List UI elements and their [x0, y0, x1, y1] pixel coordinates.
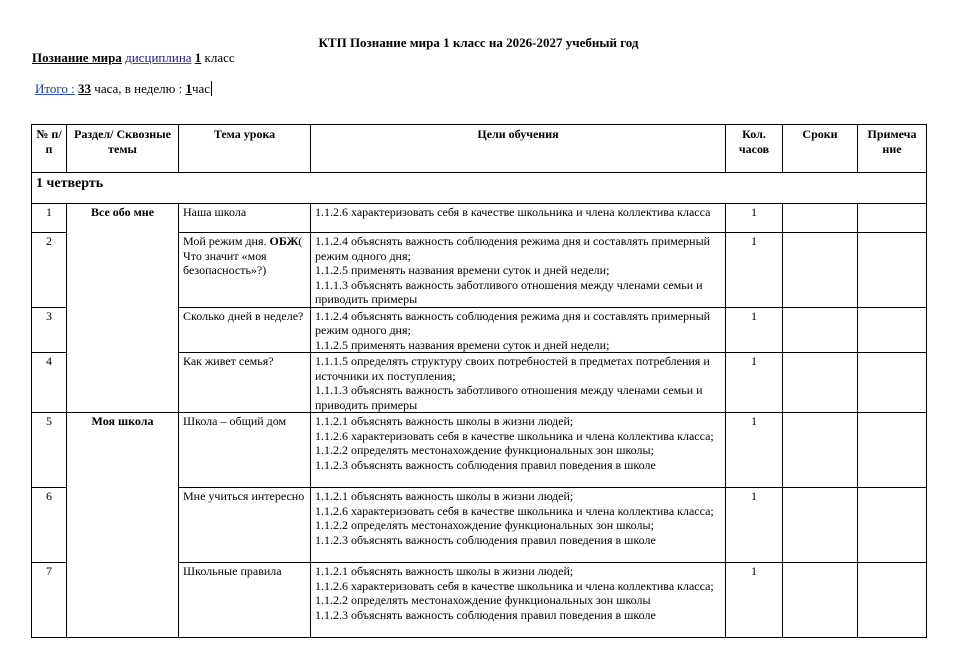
goal-line: 1.1.2.2 определять местонахождение функциональных зон школы;: [315, 443, 654, 457]
quarter-row: [32, 173, 927, 204]
goal-line: 1.1.2.1 объяснять важность школы в жизни людей;: [315, 489, 574, 503]
header-topic: Тема урока: [179, 125, 311, 173]
row-num: 1: [32, 204, 67, 233]
quarter-label: 1 четверть: [32, 173, 927, 204]
row-num: 7: [32, 563, 67, 638]
notes-cell[interactable]: [858, 413, 927, 488]
goal-line: 1.1.2.3 объяснять важность соблюдения правил поведения в школе: [315, 607, 656, 622]
header-num: № п/п: [32, 125, 67, 173]
discipline-line: [32, 50, 235, 66]
goal-line: 1.1.2.6 характеризовать себя в качестве школьника и члена коллектива класса;: [315, 428, 714, 443]
row-num: 6: [32, 488, 67, 563]
topic-part: Мой режим дня.: [183, 234, 267, 248]
dates-cell[interactable]: [783, 563, 858, 638]
class-word: класс: [204, 50, 235, 65]
dates-cell[interactable]: [783, 233, 858, 308]
text-cursor: [211, 81, 212, 96]
discipline-word: дисциплина: [125, 50, 192, 65]
topic-cell: Сколько дней в неделе?: [179, 307, 311, 353]
hours-cell: 1: [726, 488, 783, 563]
goal-line: 1.1.1.3 объяснять важность заботливого отношения между членами семьи и приводить примеры: [315, 383, 703, 412]
subject-name: Познание мира: [32, 50, 122, 65]
header-section: Раздел/ Сквозные темы: [67, 125, 179, 173]
grade-number: 1: [194, 50, 202, 65]
goals-cell: [311, 353, 726, 413]
header-notes: Примеча ние: [858, 125, 927, 173]
goal-line: 1.1.2.2 определять местонахождение функциональных зон школы;: [315, 518, 654, 532]
notes-cell[interactable]: [858, 488, 927, 563]
table-row: [32, 204, 927, 233]
goal-line: 1.1.2.3 объяснять важность соблюдения правил поведения в школе: [315, 457, 656, 472]
hours-cell: 1: [726, 204, 783, 233]
document-title: КТП Познание мира 1 класс на 2026-2027 учебный год: [318, 35, 639, 50]
total-hours: 33: [78, 81, 92, 96]
goals-cell: [311, 413, 726, 488]
goals-cell: [311, 563, 726, 638]
topic-cell: Школьные правила: [179, 563, 311, 638]
notes-cell[interactable]: [858, 563, 927, 638]
hours-cell: 1: [726, 307, 783, 353]
dates-cell[interactable]: [783, 307, 858, 353]
week-label: в неделю :: [124, 81, 183, 96]
header-row: [32, 125, 927, 173]
topic-cell: Школа – общий дом: [179, 413, 311, 488]
goal-line: 1.1.1.5 определять структуру своих потребностей в предметах потребления и источники их поступления;: [315, 354, 710, 383]
ktp-table: [31, 124, 927, 638]
goal-line: 1.1.2.3 объяснять важность соблюдения правил поведения в школе: [315, 532, 656, 547]
topic-part: ( Что значит «моя безопасность»?): [183, 234, 303, 277]
header-goals: Цели обучения: [311, 125, 726, 173]
table-row: [32, 413, 927, 488]
goal-line: 1.1.2.2 определять местонахождение функциональных зон школы: [315, 593, 651, 607]
goal-line: 1.1.2.1 объяснять важность школы в жизни людей;: [315, 414, 574, 428]
section-cell: Моя школа: [67, 413, 179, 638]
row-num: 2: [32, 233, 67, 308]
row-num: 4: [32, 353, 67, 413]
goal-line: 1.1.2.4 объяснять важность соблюдения режима дня и составлять примерный режим одного дня;: [315, 234, 711, 263]
dates-cell[interactable]: [783, 353, 858, 413]
totals-line[interactable]: [35, 81, 212, 97]
week-word: час: [191, 81, 211, 96]
topic-cell: Как живет семья?: [179, 353, 311, 413]
goals-cell: [311, 233, 726, 308]
header-hours: Кол. часов: [726, 125, 783, 173]
goal-line: 1.1.2.5 применять названия времени суток и дней недели;: [315, 337, 610, 352]
section-cell: Все обо мне: [67, 204, 179, 413]
row-num: 5: [32, 413, 67, 488]
notes-cell[interactable]: [858, 353, 927, 413]
notes-cell[interactable]: [858, 307, 927, 353]
goal-line: 1.1.2.5 применять названия времени суток и дней недели;: [315, 263, 610, 277]
row-num: 3: [32, 307, 67, 353]
hours-word: часа,: [94, 81, 122, 96]
goal-line: 1.1.2.1 объяснять важность школы в жизни людей;: [315, 564, 574, 578]
header-dates: Сроки: [783, 125, 858, 173]
goal-line: 1.1.1.3 объяснять важность заботливого отношения между членами семьи и приводить примеры: [315, 277, 703, 306]
hours-cell: 1: [726, 413, 783, 488]
topic-bold-part: ОБЖ: [269, 234, 299, 248]
week-hours: 1: [185, 81, 192, 96]
goal-line: 1.1.2.6 характеризовать себя в качестве школьника и члена коллектива класса: [315, 205, 711, 219]
goals-cell: [311, 204, 726, 233]
goal-line: 1.1.2.4 объяснять важность соблюдения режима дня и составлять примерный режим одного дня;: [315, 308, 711, 337]
goal-line: 1.1.2.6 характеризовать себя в качестве школьника и члена коллектива класса;: [315, 503, 714, 518]
topic-cell: Мне учиться интересно: [179, 488, 311, 563]
dates-cell[interactable]: [783, 413, 858, 488]
topic-cell: Наша школа: [179, 204, 311, 233]
goals-cell: [311, 488, 726, 563]
notes-cell[interactable]: [858, 233, 927, 308]
dates-cell[interactable]: [783, 488, 858, 563]
totals-label: Итого :: [35, 81, 75, 96]
hours-cell: 1: [726, 233, 783, 308]
goal-line: 1.1.2.6 характеризовать себя в качестве школьника и члена коллектива класса;: [315, 578, 714, 593]
dates-cell[interactable]: [783, 204, 858, 233]
topic-cell: [179, 233, 311, 308]
goals-cell: [311, 307, 726, 353]
hours-cell: 1: [726, 353, 783, 413]
notes-cell[interactable]: [858, 204, 927, 233]
hours-cell: 1: [726, 563, 783, 638]
